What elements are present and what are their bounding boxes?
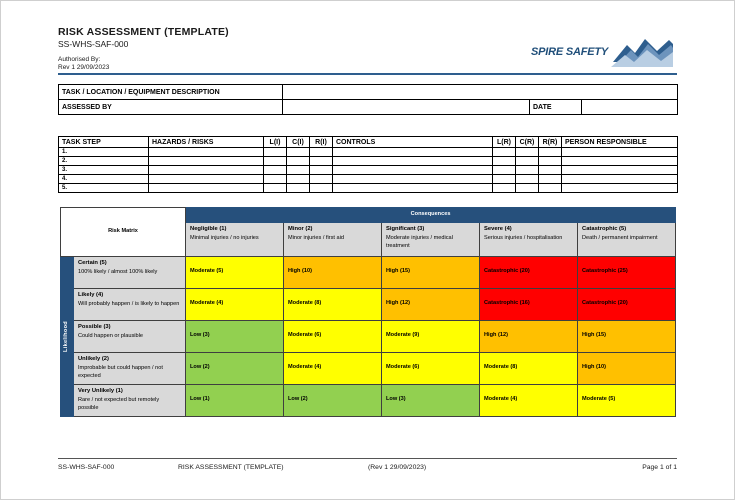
table-header-row — [59, 137, 678, 148]
footer-divider — [58, 458, 677, 459]
cell-cr[interactable] — [516, 175, 539, 184]
cell-cr[interactable] — [516, 166, 539, 175]
risk-cell-l1-c5: Moderate (5) — [578, 384, 676, 416]
risk-matrix-corner-label: Risk Matrix — [61, 208, 186, 257]
risk-cell-l5-c1: Moderate (5) — [186, 256, 284, 288]
likelihood-description: Improbable but could happen / not expected — [78, 365, 163, 379]
risk-cell-l2-c5: High (10) — [578, 352, 676, 384]
header-ri: R(I) — [310, 137, 333, 148]
risk-cell-l5-c3: High (15) — [382, 256, 480, 288]
assessed-by-label: ASSESSED BY — [59, 100, 283, 115]
header-ci: C(I) — [287, 137, 310, 148]
table-row — [59, 175, 678, 184]
authorised-by-label: Authorised By: — [58, 56, 101, 63]
task-description-table — [58, 84, 678, 115]
consequence-title: Minor (2) — [288, 225, 313, 232]
cell-task-step[interactable] — [59, 166, 149, 175]
header-hazards-risks: HAZARDS / RISKS — [149, 137, 264, 148]
table-row — [59, 100, 678, 115]
cell-person-responsible[interactable] — [562, 184, 678, 193]
table-row — [59, 166, 678, 175]
risk-cell-l3-c3: Moderate (9) — [382, 320, 480, 352]
risk-cell-l3-c4: High (12) — [480, 320, 578, 352]
consequence-description: Minor injuries / first aid — [288, 235, 344, 241]
cell-ri[interactable] — [310, 184, 333, 193]
consequence-description: Death / permanent impairment — [582, 235, 658, 241]
likelihood-header-5 — [74, 384, 186, 416]
risk-cell-l5-c4: Catastrophic (20) — [480, 256, 578, 288]
likelihood-header-1 — [74, 256, 186, 288]
likelihood-description: Will probably happen / is likely to happen — [78, 301, 180, 307]
logo-text: SPIRE SAFETY — [531, 46, 609, 58]
consequence-header-3 — [382, 222, 480, 256]
footer-code: SS-WHS-SAF-000 — [58, 464, 115, 471]
risk-cell-l3-c2: Moderate (6) — [284, 320, 382, 352]
document-code: SS-WHS-SAF-000 — [58, 39, 129, 49]
risk-cell-l3-c1: Low (3) — [186, 320, 284, 352]
risk-cell-l1-c1: Low (1) — [186, 384, 284, 416]
cell-lr[interactable] — [493, 166, 516, 175]
date-label: DATE — [530, 100, 582, 115]
consequence-header-1 — [186, 222, 284, 256]
consequence-title: Catastrophic (5) — [582, 225, 627, 232]
cell-hazards-risks[interactable] — [149, 157, 264, 166]
table-row — [59, 148, 678, 157]
document-header — [58, 26, 677, 72]
risk-cell-l2-c3: Moderate (6) — [382, 352, 480, 384]
row-number: 5. — [62, 185, 68, 191]
risk-cell-l4-c3: High (12) — [382, 288, 480, 320]
matrix-row — [61, 288, 676, 320]
likelihood-description: Rare / not expected but remotely possible — [78, 397, 160, 411]
header-cr: C(R) — [516, 137, 539, 148]
likelihood-header-2 — [74, 288, 186, 320]
risk-cell-l1-c3: Low (3) — [382, 384, 480, 416]
cell-rr[interactable] — [539, 148, 562, 157]
header-controls: CONTROLS — [333, 137, 493, 148]
consequence-header-2 — [284, 222, 382, 256]
consequence-description: Minimal injuries / no injuries — [190, 235, 259, 241]
cell-ri[interactable] — [310, 175, 333, 184]
consequences-banner: Consequences — [186, 208, 676, 223]
cell-rr[interactable] — [539, 175, 562, 184]
cell-li[interactable] — [264, 175, 287, 184]
task-description-input[interactable] — [283, 85, 678, 100]
cell-controls[interactable] — [333, 184, 493, 193]
cell-controls[interactable] — [333, 148, 493, 157]
likelihood-header-4 — [74, 352, 186, 384]
cell-li[interactable] — [264, 166, 287, 175]
cell-task-step[interactable] — [59, 157, 149, 166]
cell-ci[interactable] — [287, 157, 310, 166]
table-row — [59, 184, 678, 193]
risk-cell-l2-c2: Moderate (4) — [284, 352, 382, 384]
cell-cr[interactable] — [516, 157, 539, 166]
risk-cell-l2-c4: Moderate (8) — [480, 352, 578, 384]
matrix-row — [61, 384, 676, 416]
risk-cell-l5-c5: Catastrophic (25) — [578, 256, 676, 288]
likelihood-axis-text: Likelihood — [63, 320, 70, 352]
revision-label: Rev 1 29/09/2023 — [58, 64, 110, 71]
header-person-responsible: PERSON RESPONSIBLE — [562, 137, 678, 148]
row-number: 1. — [62, 149, 68, 155]
matrix-row — [61, 352, 676, 384]
cell-controls[interactable] — [333, 157, 493, 166]
risk-cell-l4-c1: Moderate (4) — [186, 288, 284, 320]
risk-cell-l5-c2: High (10) — [284, 256, 382, 288]
likelihood-title: Likely (4) — [78, 291, 104, 298]
cell-ri[interactable] — [310, 157, 333, 166]
cell-person-responsible[interactable] — [562, 166, 678, 175]
cell-lr[interactable] — [493, 148, 516, 157]
cell-person-responsible[interactable] — [562, 148, 678, 157]
risk-cell-l1-c2: Low (2) — [284, 384, 382, 416]
assessed-by-input[interactable] — [283, 100, 530, 115]
risk-cell-l4-c5: Catastrophic (20) — [578, 288, 676, 320]
cell-task-step[interactable] — [59, 175, 149, 184]
cell-rr[interactable] — [539, 184, 562, 193]
cell-ci[interactable] — [287, 184, 310, 193]
cell-li[interactable] — [264, 184, 287, 193]
risk-cell-l4-c4: Catastrophic (16) — [480, 288, 578, 320]
cell-hazards-risks[interactable] — [149, 166, 264, 175]
cell-person-responsible[interactable] — [562, 175, 678, 184]
footer-page-number: Page 1 of 1 — [642, 464, 677, 471]
likelihood-title: Certain (5) — [78, 259, 107, 266]
risk-cell-l1-c4: Moderate (4) — [480, 384, 578, 416]
matrix-row — [61, 320, 676, 352]
cell-controls[interactable] — [333, 166, 493, 175]
risk-matrix — [60, 207, 676, 417]
likelihood-header-3 — [74, 320, 186, 352]
cell-hazards-risks[interactable] — [149, 175, 264, 184]
likelihood-description: 100% likely / almost 100% likely — [78, 269, 158, 275]
table-row — [59, 85, 678, 100]
consequence-title: Severe (4) — [484, 225, 512, 232]
cell-lr[interactable] — [493, 157, 516, 166]
risk-cell-l4-c2: Moderate (8) — [284, 288, 382, 320]
matrix-row — [61, 256, 676, 288]
cell-ri[interactable] — [310, 166, 333, 175]
cell-task-step[interactable] — [59, 148, 149, 157]
header-lr: L(R) — [493, 137, 516, 148]
cell-ci[interactable] — [287, 175, 310, 184]
header-li: L(I) — [264, 137, 287, 148]
cell-hazards-risks[interactable] — [149, 184, 264, 193]
likelihood-description: Could happen or plausible — [78, 333, 143, 339]
cell-cr[interactable] — [516, 148, 539, 157]
date-input[interactable] — [582, 100, 678, 115]
header-divider — [58, 73, 677, 75]
mountain-icon — [611, 34, 675, 68]
consequence-description: Serious injuries / hospitalisation — [484, 235, 563, 241]
row-number: 2. — [62, 158, 68, 164]
cell-lr[interactable] — [493, 175, 516, 184]
risk-cell-l3-c5: High (15) — [578, 320, 676, 352]
consequence-description: Moderate injuries / medical treatment — [386, 235, 453, 249]
consequence-header-5 — [578, 222, 676, 256]
row-number: 3. — [62, 167, 68, 173]
likelihood-title: Possible (3) — [78, 323, 111, 330]
cell-controls[interactable] — [333, 175, 493, 184]
header-rr: R(R) — [539, 137, 562, 148]
cell-hazards-risks[interactable] — [149, 148, 264, 157]
cell-rr[interactable] — [539, 157, 562, 166]
task-description-label: TASK / LOCATION / EQUIPMENT DESCRIPTION — [59, 85, 283, 100]
cell-li[interactable] — [264, 157, 287, 166]
cell-task-step[interactable] — [59, 184, 149, 193]
consequence-title: Significant (3) — [386, 225, 425, 232]
cell-li[interactable] — [264, 148, 287, 157]
consequence-title: Negligible (1) — [190, 225, 227, 232]
likelihood-title: Unlikely (2) — [78, 355, 109, 362]
cell-lr[interactable] — [493, 184, 516, 193]
cell-cr[interactable] — [516, 184, 539, 193]
risk-cell-l2-c1: Low (2) — [186, 352, 284, 384]
matrix-header-row — [61, 208, 676, 223]
cell-rr[interactable] — [539, 166, 562, 175]
footer-title: RISK ASSESSMENT (TEMPLATE) — [178, 464, 284, 471]
consequence-header-4 — [480, 222, 578, 256]
cell-ri[interactable] — [310, 148, 333, 157]
header-task-step: TASK STEP — [59, 137, 149, 148]
page-title: RISK ASSESSMENT (TEMPLATE) — [58, 26, 229, 38]
likelihood-title: Very Unlikely (1) — [78, 387, 123, 394]
cell-ci[interactable] — [287, 148, 310, 157]
table-row — [59, 157, 678, 166]
task-steps-table — [58, 136, 678, 193]
spire-safety-logo — [529, 32, 677, 72]
row-number: 4. — [62, 176, 68, 182]
cell-person-responsible[interactable] — [562, 157, 678, 166]
footer-revision: (Rev 1 29/09/2023) — [368, 464, 427, 471]
cell-ci[interactable] — [287, 166, 310, 175]
likelihood-axis-label — [61, 256, 74, 416]
